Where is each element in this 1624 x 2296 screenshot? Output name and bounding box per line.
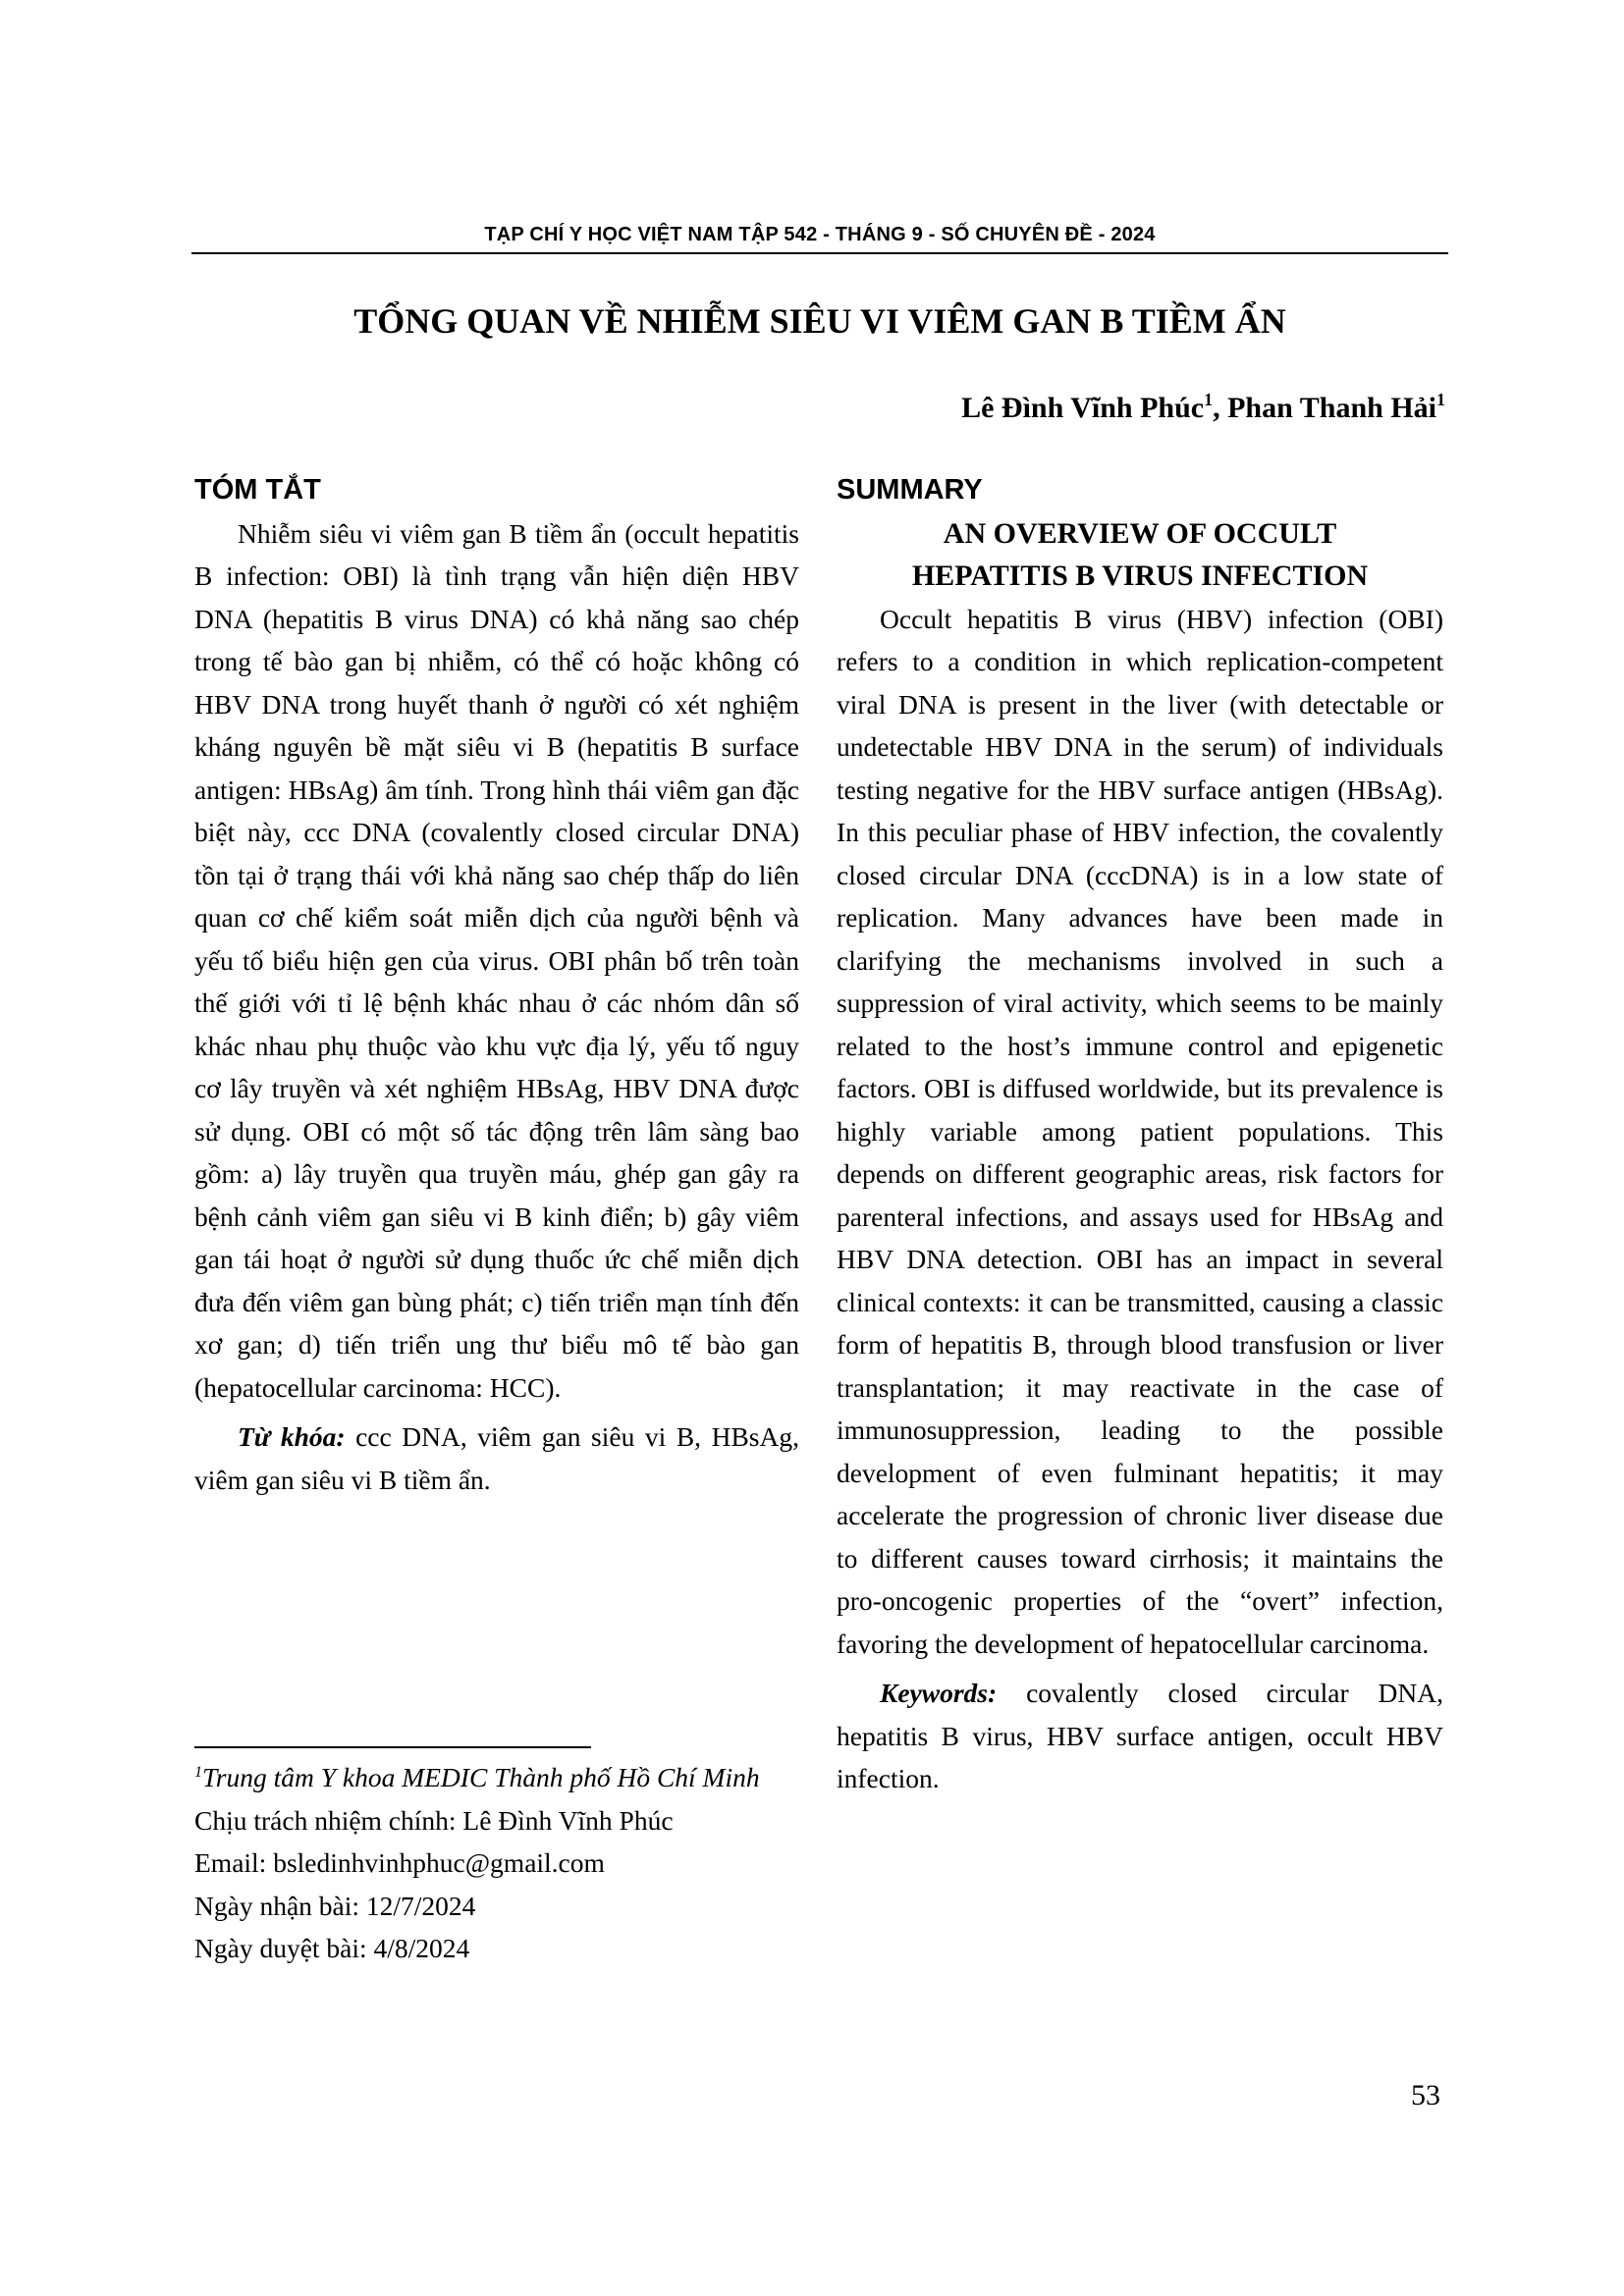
affiliation-text: Trung tâm Y khoa MEDIC Thành phố Hồ Chí Minh	[202, 1762, 760, 1792]
received-date: Ngày nhận bài: 12/7/2024	[194, 1890, 476, 1921]
authors	[961, 392, 1445, 425]
abstract-vi-body: Nhiễm siêu vi viêm gan B tiềm ẩn (occult hepatitis B infection: OBI) là tình trạng vẫn hiện diện HBV DNA (hepatitis B virus DNA) có khả năng sao chép trong tế bào gan bị nhiễm, có thể có hoặc không có HBV DNA trong huyết thanh ở người có xét nghiệm kháng nguyên bề mặt siêu vi B (hepatitis B surface antigen: HBsAg) âm tính. Trong hình thái viêm gan đặc biệt này, ccc DNA (covalently closed circular DNA) tồn tại ở trạng thái với khả năng sao chép thấp do liên quan cơ chế kiểm soát miễn dịch của người bệnh và yếu tố biểu hiện gen của virus. OBI phân bố trên toàn thế giới với tỉ lệ bệnh khác nhau ở các nhóm dân số khác nhau phụ thuộc vào khu vực địa lý, yếu tố nguy cơ lây truyền và xét nghiệm HBsAg, HBV DNA được sử dụng. OBI có một số tác động trên lâm sàng bao gồm: a) lây truyền qua truyền máu, ghép gan gây ra bệnh cảnh viêm gan siêu vi B kinh điển; b) gây viêm gan tái hoạt ở người sử dụng thuốc ức chế miễn dịch đưa đến viêm gan bùng phát; c) tiến triển mạn tính đến xơ gan; d) tiến triển ung thư biểu mô tế bào gan (hepatocellular carcinoma: HCC).	[194, 517, 799, 1403]
corresponding-author: Chịu trách nhiệm chính: Lê Đình Vĩnh Phúc	[194, 1804, 674, 1836]
keywords-en-label: Keywords:	[880, 1678, 998, 1708]
accepted-date: Ngày duyệt bài: 4/8/2024	[194, 1933, 470, 1963]
article-title: TỔNG QUAN VỀ NHIỄM SIÊU VI VIÊM GAN B TIỀM ẨN	[353, 301, 1286, 341]
abstract-english	[837, 469, 1443, 1800]
keywords-vi-label: Từ khóa:	[238, 1421, 346, 1452]
author-affiliation-mark: 1	[1436, 390, 1445, 409]
author-affiliation-mark: 1	[1204, 390, 1214, 409]
email: Email: bsledinhvinhphuc@gmail.com	[194, 1847, 605, 1878]
affiliation-mark: 1	[194, 1764, 202, 1781]
journal-header: TẠP CHÍ Y HỌC VIỆT NAM TẬP 542 - THÁNG 9 - SỐ CHUYÊN ĐỀ - 2024	[484, 224, 1156, 245]
page-number: 53	[1411, 2079, 1440, 2111]
english-title-line-1: AN OVERVIEW OF OCCULT	[943, 516, 1337, 550]
footnote-rule	[194, 1746, 591, 1748]
abstract-vi-heading: TÓM TẮT	[194, 474, 321, 506]
affiliation	[194, 1756, 799, 1799]
keywords-vi	[194, 1415, 799, 1501]
keywords-en-text: covalently closed circular DNA, hepatitis B virus, HBV surface antigen, occult HBV infection.	[837, 1678, 1443, 1793]
abstract-en-body: Occult hepatitis B virus (HBV) infection (OBI) refers to a condition in which replication-competent viral DNA is present in the liver (with detectable or undetectable HBV DNA in the serum) of individuals testing negative for the HBV surface antigen (HBsAg). In this peculiar phase of HBV infection, the covalently closed circular DNA (cccDNA) is in a low state of replication. Many advances have been made in clarifying the mechanisms involved in such a suppression of viral activity, which seems to be mainly related to the host’s immune control and epigenetic factors. OBI is diffused worldwide, but its prevalence is highly variable among patient populations. This depends on different geographic areas, risk factors for parenteral infections, and assays used for HBsAg and HBV DNA detection. OBI has an impact in several clinical contexts: it can be transmitted, causing a classic form of hepatitis B, through blood transfusion or liver transplantation; it may reactivate in the case of immunosuppression, leading to the possible development of even fulminant hepatitis; it may accelerate the progression of chronic liver disease due to different causes toward cirrhosis; it maintains the pro-oncogenic properties of the “overt” infection, favoring the development of hepatocellular carcinoma.	[837, 603, 1443, 1659]
header-rule	[191, 252, 1448, 254]
author-name: Lê Đình Vĩnh Phúc	[961, 392, 1205, 424]
english-title-line-2: HEPATITIS B VIRUS INFECTION	[911, 560, 1369, 592]
author-separator: ,	[1213, 392, 1228, 424]
abstract-vietnamese	[194, 469, 799, 1501]
keywords-en	[837, 1672, 1443, 1800]
footnotes	[194, 1756, 799, 1970]
abstract-en-heading: SUMMARY	[837, 474, 983, 506]
author-name: Phan Thanh Hải	[1227, 392, 1436, 424]
keywords-vi-text: ccc DNA, viêm gan siêu vi B, HBsAg, viêm gan siêu vi B tiềm ẩn.	[194, 1421, 799, 1495]
